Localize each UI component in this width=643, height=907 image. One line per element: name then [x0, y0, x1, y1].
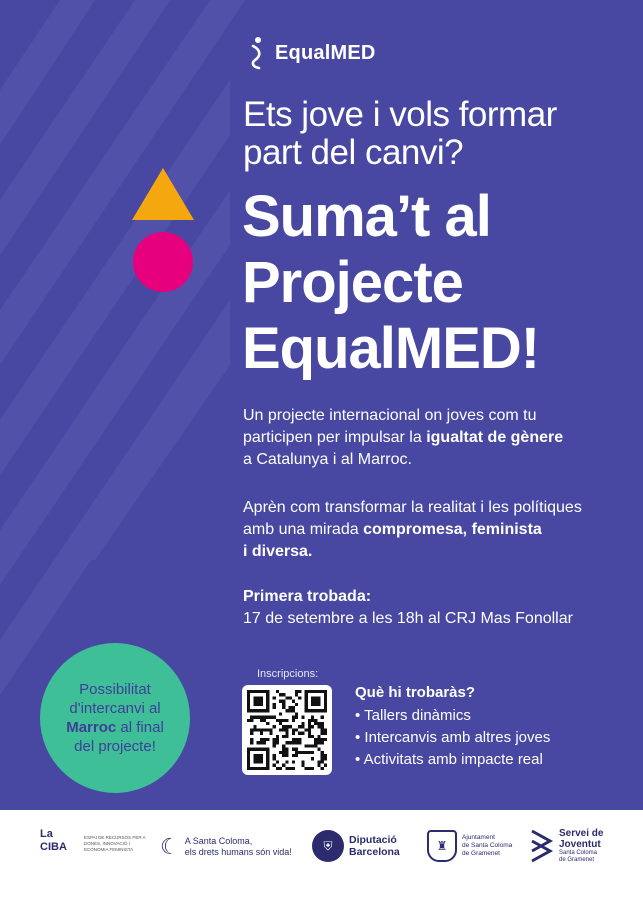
- qr-code-icon[interactable]: [247, 690, 327, 770]
- lead-question: [243, 96, 623, 172]
- offer-list: [355, 705, 550, 771]
- diputacio-text: [349, 834, 400, 858]
- offer-item: • Activitats amb impacte real: [355, 749, 550, 771]
- laciba-mark-line-1: La: [40, 828, 53, 840]
- meeting-title: Primera trobada:: [243, 588, 372, 605]
- intro-bold-equality: igualtat de gènere: [426, 429, 564, 446]
- santa-line-1: A Santa Coloma,: [184, 836, 253, 846]
- offer-item: • Tallers dinàmics: [355, 705, 550, 727]
- headline: [242, 184, 632, 382]
- ajuntament-line-1: Ajuntament: [462, 834, 495, 841]
- diputacio-crest-icon: ⛨: [312, 830, 344, 862]
- learn-line-1: Aprèn com transformar la realitat i les polítiques: [243, 499, 582, 516]
- equalmed-symbol-icon: [245, 36, 267, 70]
- yellow-triangle-shape: [132, 168, 194, 220]
- servei-line-2: Joventut: [559, 839, 601, 850]
- servei-sub-1: Santa Coloma: [559, 850, 598, 856]
- pink-circle-shape: [133, 232, 193, 292]
- santa-slogan-text: [185, 836, 292, 858]
- headline-line-1: Suma’t al: [242, 184, 491, 249]
- laciba-mark: [40, 828, 80, 860]
- badge-text-3: al final: [120, 719, 164, 736]
- learn-paragraph: [243, 497, 633, 563]
- learn-line-3: [243, 541, 633, 563]
- offer-section: [355, 684, 550, 771]
- brand-name: EqualMED: [275, 41, 376, 64]
- registration-label: Inscripcions:: [257, 668, 319, 680]
- laciba-mark-line-2: CIBA: [40, 841, 67, 853]
- offer-item: • Intercanvis amb altres joves: [355, 727, 550, 749]
- equalmed-logo: [245, 36, 376, 70]
- laciba-logo: [40, 828, 154, 860]
- ajuntament-line-3: de Gramenet: [462, 850, 500, 857]
- badge-line-1: Possibilitat: [79, 681, 151, 698]
- badge-line-2: d'intercanvi al: [69, 700, 161, 717]
- intro-line-1: Un projecte internacional on joves com tu: [243, 407, 537, 424]
- crescent-swirl-icon: ☾: [160, 834, 180, 859]
- servei-joventut-logo: [530, 828, 603, 864]
- town-shield-icon: ♜: [427, 830, 457, 862]
- santa-coloma-slogan: [160, 834, 292, 860]
- badge-line-3: [50, 718, 180, 737]
- exchange-badge: [40, 643, 190, 793]
- intro-line-3: a Catalunya i al Marroc.: [243, 451, 412, 468]
- badge-bold-morocco: Marroc: [66, 719, 117, 736]
- servei-text: [559, 828, 603, 864]
- badge-text: [50, 680, 180, 756]
- intro-line-2: [243, 427, 633, 449]
- intro-paragraph: [243, 405, 633, 471]
- servei-sub-2: de Gramenet: [559, 857, 595, 863]
- intro-text-2: participen per impulsar la: [243, 429, 422, 446]
- headline-line-2: Projecte: [242, 250, 463, 315]
- sponsor-footer: [0, 810, 643, 907]
- chevron-stripes-icon: [530, 829, 554, 863]
- lead-line-1: Ets jove i vols formar: [243, 95, 557, 134]
- learn-text-2: amb una mirada: [243, 521, 359, 538]
- ajuntament-line-2: de Santa Coloma: [462, 842, 513, 849]
- santa-line-2: els drets humans són vida!: [184, 847, 292, 857]
- diputacio-line-1: Diputació: [349, 834, 397, 846]
- ajuntament-text: [462, 834, 512, 858]
- lead-line-2: part del canvi?: [243, 133, 464, 172]
- meeting-place: a les 18h al CRJ Mas Fonollar: [358, 610, 573, 627]
- servei-line-1: Servei de: [559, 828, 604, 839]
- badge-line-4: del projecte!: [74, 738, 156, 755]
- diputacio-line-2: Barcelona: [349, 846, 400, 858]
- offer-title: Què hi trobaràs?: [355, 684, 476, 701]
- learn-line-2: [243, 519, 633, 541]
- diputacio-barcelona-logo: [312, 830, 400, 862]
- meeting-date: 17 de setembre: [243, 610, 355, 627]
- headline-line-3: EqualMED!: [242, 316, 540, 381]
- registration-qr-code[interactable]: [242, 685, 332, 775]
- laciba-subtitle: ESPAI DE RECURSOS PER A DONES, INNOVACIÓ I ECONOMIA FEMINISTA: [84, 835, 146, 852]
- learn-bold-2: i diversa.: [243, 543, 313, 560]
- learn-bold-1: compromesa, feminista: [363, 521, 542, 538]
- ajuntament-logo: [427, 830, 512, 862]
- meeting-details: [243, 610, 573, 628]
